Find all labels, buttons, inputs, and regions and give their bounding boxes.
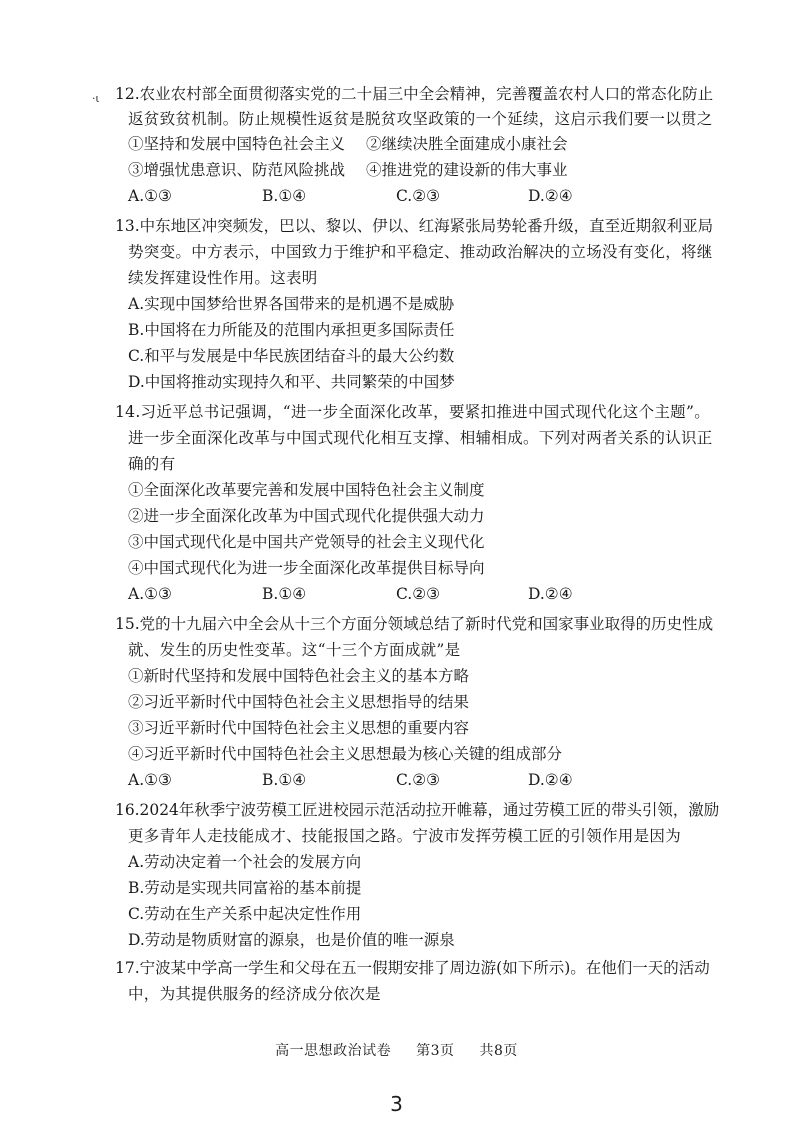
page-footer xyxy=(0,1040,793,1060)
q15-option-c: C.②③ xyxy=(396,771,441,789)
q14-option-d: D.②④ xyxy=(528,585,573,603)
q16-stem-line-2: 更多青年人走技能成才、技能报国之路。宁波市发挥劳模工匠的引领作用是因为 xyxy=(128,827,682,845)
q12-stem-line-1: 12.农业农村部全面贯彻落实党的二十届三中全会精神，完善覆盖农村人口的常态化防止 xyxy=(115,85,714,103)
q13-choice-b: B.中国将在力所能及的范围内承担更多国际责任 xyxy=(128,321,455,339)
q12-stem-line-2: 返贫致贫机制。防止规模性返贫是脱贫攻坚政策的一个延续，这启示我们要一以贯之 xyxy=(128,110,713,128)
q15-option-d: D.②④ xyxy=(528,771,573,789)
q15-item-2: ②习近平新时代中国特色社会主义思想指导的结果 xyxy=(128,693,470,711)
q14-item-1: ①全面深化改革要完善和发展中国特色社会主义制度 xyxy=(128,481,485,499)
q13-stem-line-3: 续发挥建设性作用。这表明 xyxy=(128,269,318,287)
footer-page: 第3页 xyxy=(416,1043,455,1059)
q14-stem-line-1: 14.习近平总书记强调，“进一步全面深化改革，要紧扣推进中国式现代化这个主题”。 xyxy=(115,403,711,421)
q14-option-b: B.①④ xyxy=(262,585,307,603)
q16-choice-c: C.劳动在生产关系中起决定性作用 xyxy=(128,905,362,923)
q12-option-b: B.①④ xyxy=(262,187,307,205)
q15-item-3: ③习近平新时代中国特色社会主义思想的重要内容 xyxy=(128,719,470,737)
q12-option-a: A.①③ xyxy=(128,187,172,205)
footer-subject: 高一思想政治试卷 xyxy=(275,1043,392,1059)
page-number: 3 xyxy=(390,1092,403,1116)
footer-total: 共8页 xyxy=(479,1043,518,1059)
q16-choice-b: B.劳动是实现共同富裕的基本前提 xyxy=(128,879,362,897)
q15-stem-line-2: 就、发生的历史性变革。这“十三个方面成就”是 xyxy=(128,641,461,659)
q15-stem-line-1: 15.党的十九届六中全会从十三个方面分领域总结了新时代党和国家事业取得的历史性成 xyxy=(115,615,714,633)
q14-item-4: ④中国式现代化为进一步全面深化改革提供目标导向 xyxy=(128,559,485,577)
q14-item-2: ②进一步全面深化改革为中国式现代化提供强大动力 xyxy=(128,507,485,525)
q13-stem-line-2: 势突变。中方表示，中国致力于维护和平稳定、推动政治解决的立场没有变化，将继 xyxy=(128,243,713,261)
q13-choice-d: D.中国将推动实现持久和平、共同繁荣的中国梦 xyxy=(128,373,455,391)
q17-stem-line-2: 中，为其提供服务的经济成分依次是 xyxy=(128,985,381,1003)
q14-option-c: C.②③ xyxy=(396,585,441,603)
q15-option-b: B.①④ xyxy=(262,771,307,789)
q13-choice-a: A.实现中国梦给世界各国带来的是机遇不是威胁 xyxy=(128,295,455,313)
exam-page: ·ι 12.农业农村部全面贯彻落实党的二十届三中全会精神，完善覆盖农村人口的常态化防止 返贫致贫机制。防止规模性返贫是脱贫攻坚政策的一个延续，这启示我们要一以贯之 ①坚持和发展中国特色社会主义 ②继续决胜全面建成小康社会 ③增强忧患意识、防范风险挑战 ④推进党的建设新的伟大事业 A.①③ B.①④ C.②③ D.②④ 13.中东地区冲突频发，巴以、黎以、伊以、红海紧张局势轮番升级，直至近期叙利亚局 势突变。中方表示，中国致力于维护和平稳定、推动政治解决的立场没有变化，将继 续发挥建设性作用。这表明 A.实现中国梦给世界各国带来的是机遇不是威胁 B.中国将在力所能及的范围内承担更多国际责任 C.和平与发展是中华民族团结奋斗的最大公约数 D.中国将推动实现持久和平、共同繁荣的中国梦 14.习近平总书记强调，“进一步全面深化改革，要紧扣推进中国式现代化这个主题”。 进一步全面深化改革与中国式现代化相互支撑、相辅相成。下列对两者关系的认识正 确的有 ①全面深化改革要完善和发展中国特色社会主义制度 ②进一步全面深化改革为中国式现代化提供强大动力 ③中国式现代化是中国共产党领导的社会主义现代化 ④中国式现代化为进一步全面深化改革提供目标导向 A.①③ B.①④ C.②③ D.②④ 15.党的十九届六中全会从十三个方面分领域总结了新时代党和国家事业取得的历史性成 就、发生的历史性变革。这“十三个方面成就”是 ①新时代坚持和发展中国特色社会主义的基本方略 ②习近平新时代中国特色社会主义思想指导的结果 ③习近平新时代中国特色社会主义思想的重要内容 ④习近平新时代中国特色社会主义思想最为核心关键的组成部分 A.①③ B.①④ C.②③ D.②④ 16.2024年秋季宁波劳模工匠进校园示范活动拉开帷幕，通过劳模工匠的带头引领，激励 更多青年人走技能成才、技能报国之路。宁波市发挥劳模工匠的引领作用是因为 A.劳动决定着一个社会的发展方向 B.劳动是实现共同富裕的基本前提 C.劳动在生产关系中起决定性作用 D.劳动是物质财富的源泉，也是价值的唯一源泉 17.宁波某中学高一学生和父母在五一假期安排了周边游(如下所示)。在他们一天的活动 中，为其提供服务的经济成分依次是 高一思想政治试卷 第3页 共8页 3 xyxy=(0,0,793,1123)
q15-item-4: ④习近平新时代中国特色社会主义思想最为核心关键的组成部分 xyxy=(128,745,563,763)
q12-option-c: C.②③ xyxy=(396,187,441,205)
q13-stem-line-1: 13.中东地区冲突频发，巴以、黎以、伊以、红海紧张局势轮番升级，直至近期叙利亚局 xyxy=(115,217,714,235)
q15-item-1: ①新时代坚持和发展中国特色社会主义的基本方略 xyxy=(128,667,470,685)
q12-item-2: ②继续决胜全面建成小康社会 xyxy=(366,135,568,153)
q12-item-3: ③增强忧患意识、防范风险挑战 xyxy=(128,161,346,179)
q14-stem-line-2: 进一步全面深化改革与中国式现代化相互支撑、相辅相成。下列对两者关系的认识正 xyxy=(128,429,713,447)
q15-option-a: A.①③ xyxy=(128,771,172,789)
q12-item-1: ①坚持和发展中国特色社会主义 xyxy=(128,135,346,153)
q17-stem-line-1: 17.宁波某中学高一学生和父母在五一假期安排了周边游(如下所示)。在他们一天的活动 xyxy=(115,959,710,977)
q16-choice-a: A.劳动决定着一个社会的发展方向 xyxy=(128,853,362,871)
q12-item-4: ④推进党的建设新的伟大事业 xyxy=(366,161,568,179)
q16-choice-d: D.劳动是物质财富的源泉，也是价值的唯一源泉 xyxy=(128,931,455,949)
q14-option-a: A.①③ xyxy=(128,585,172,603)
q14-item-3: ③中国式现代化是中国共产党领导的社会主义现代化 xyxy=(128,533,485,551)
q13-choice-c: C.和平与发展是中华民族团结奋斗的最大公约数 xyxy=(128,347,455,365)
q12-option-d: D.②④ xyxy=(528,187,573,205)
q14-stem-line-3: 确的有 xyxy=(128,455,176,473)
q16-stem-line-1: 16.2024年秋季宁波劳模工匠进校园示范活动拉开帷幕，通过劳模工匠的带头引领，激励 xyxy=(115,801,720,819)
